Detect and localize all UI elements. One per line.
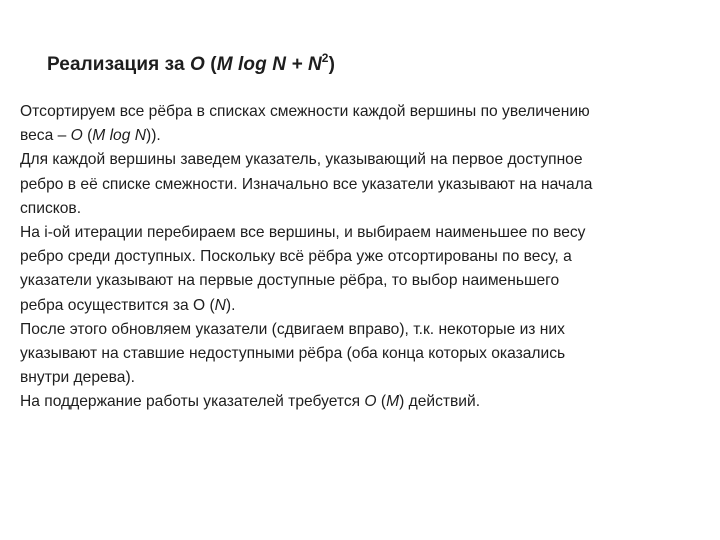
p4-line-1-pre: На поддержание работы указателей требуется xyxy=(20,393,365,411)
p1-line-4: ребро в её списке смежности. Изначально все указатели указывают на начала xyxy=(20,175,593,193)
p1-line-2-open: ( xyxy=(82,127,93,145)
title-prefix: Реализация за xyxy=(47,54,191,75)
p2-line-4 xyxy=(20,294,700,318)
p1-line-3: Для каждой вершины заведем указатель, указывающий на первое доступное xyxy=(20,151,583,169)
p3-line-3: внутри дерева). xyxy=(20,369,135,387)
p1-line-2 xyxy=(20,124,700,148)
p3-line-2: указывают на ставшие недоступными рёбра (оба конца которых оказались xyxy=(20,345,566,363)
p2-line-3: указатели указывают на первые доступные рёбра, то выбор наименьшего xyxy=(20,272,560,290)
slide-body xyxy=(20,100,700,415)
p2-line-4-post: ). xyxy=(225,296,236,314)
title-close-paren: ) xyxy=(328,54,336,75)
p1-line-1: Отсортируем все рёбра в списках смежности каждой вершины по увеличению xyxy=(20,103,590,120)
p1-line-2-close: )). xyxy=(146,127,161,145)
title-o: O xyxy=(190,54,205,75)
p4-line-1-o: O xyxy=(364,393,377,411)
p1-line-2-expr: M log N xyxy=(92,127,146,145)
title-expression: M log N + N xyxy=(216,54,322,75)
p4-line-1 xyxy=(20,390,700,414)
p3-line-1: После этого обновляем указатели (сдвигаем вправо), т.к. некоторые из них xyxy=(20,320,565,338)
slide-title xyxy=(47,50,336,76)
title-superscript: 2 xyxy=(321,50,329,65)
p1-line-2-pre: веса – xyxy=(20,127,71,145)
p1-line-5: списков. xyxy=(20,199,82,217)
title-open-paren: ( xyxy=(204,54,217,75)
p2-line-4-pre: ребра осуществится за O ( xyxy=(20,296,215,314)
p2-line-2: ребро среди доступных. Поскольку всё рёбра уже отсортированы по весу, а xyxy=(20,248,572,266)
p2-line-1: На i-ой итерации перебираем все вершины, и выбираем наименьшее по весу xyxy=(20,224,586,242)
p4-line-1-post: ) действий. xyxy=(399,393,481,411)
p1-line-2-o: O xyxy=(70,127,83,145)
p4-line-1-open: ( xyxy=(376,393,387,411)
p2-line-4-n: N xyxy=(214,296,226,314)
p4-line-1-m: M xyxy=(386,393,400,411)
